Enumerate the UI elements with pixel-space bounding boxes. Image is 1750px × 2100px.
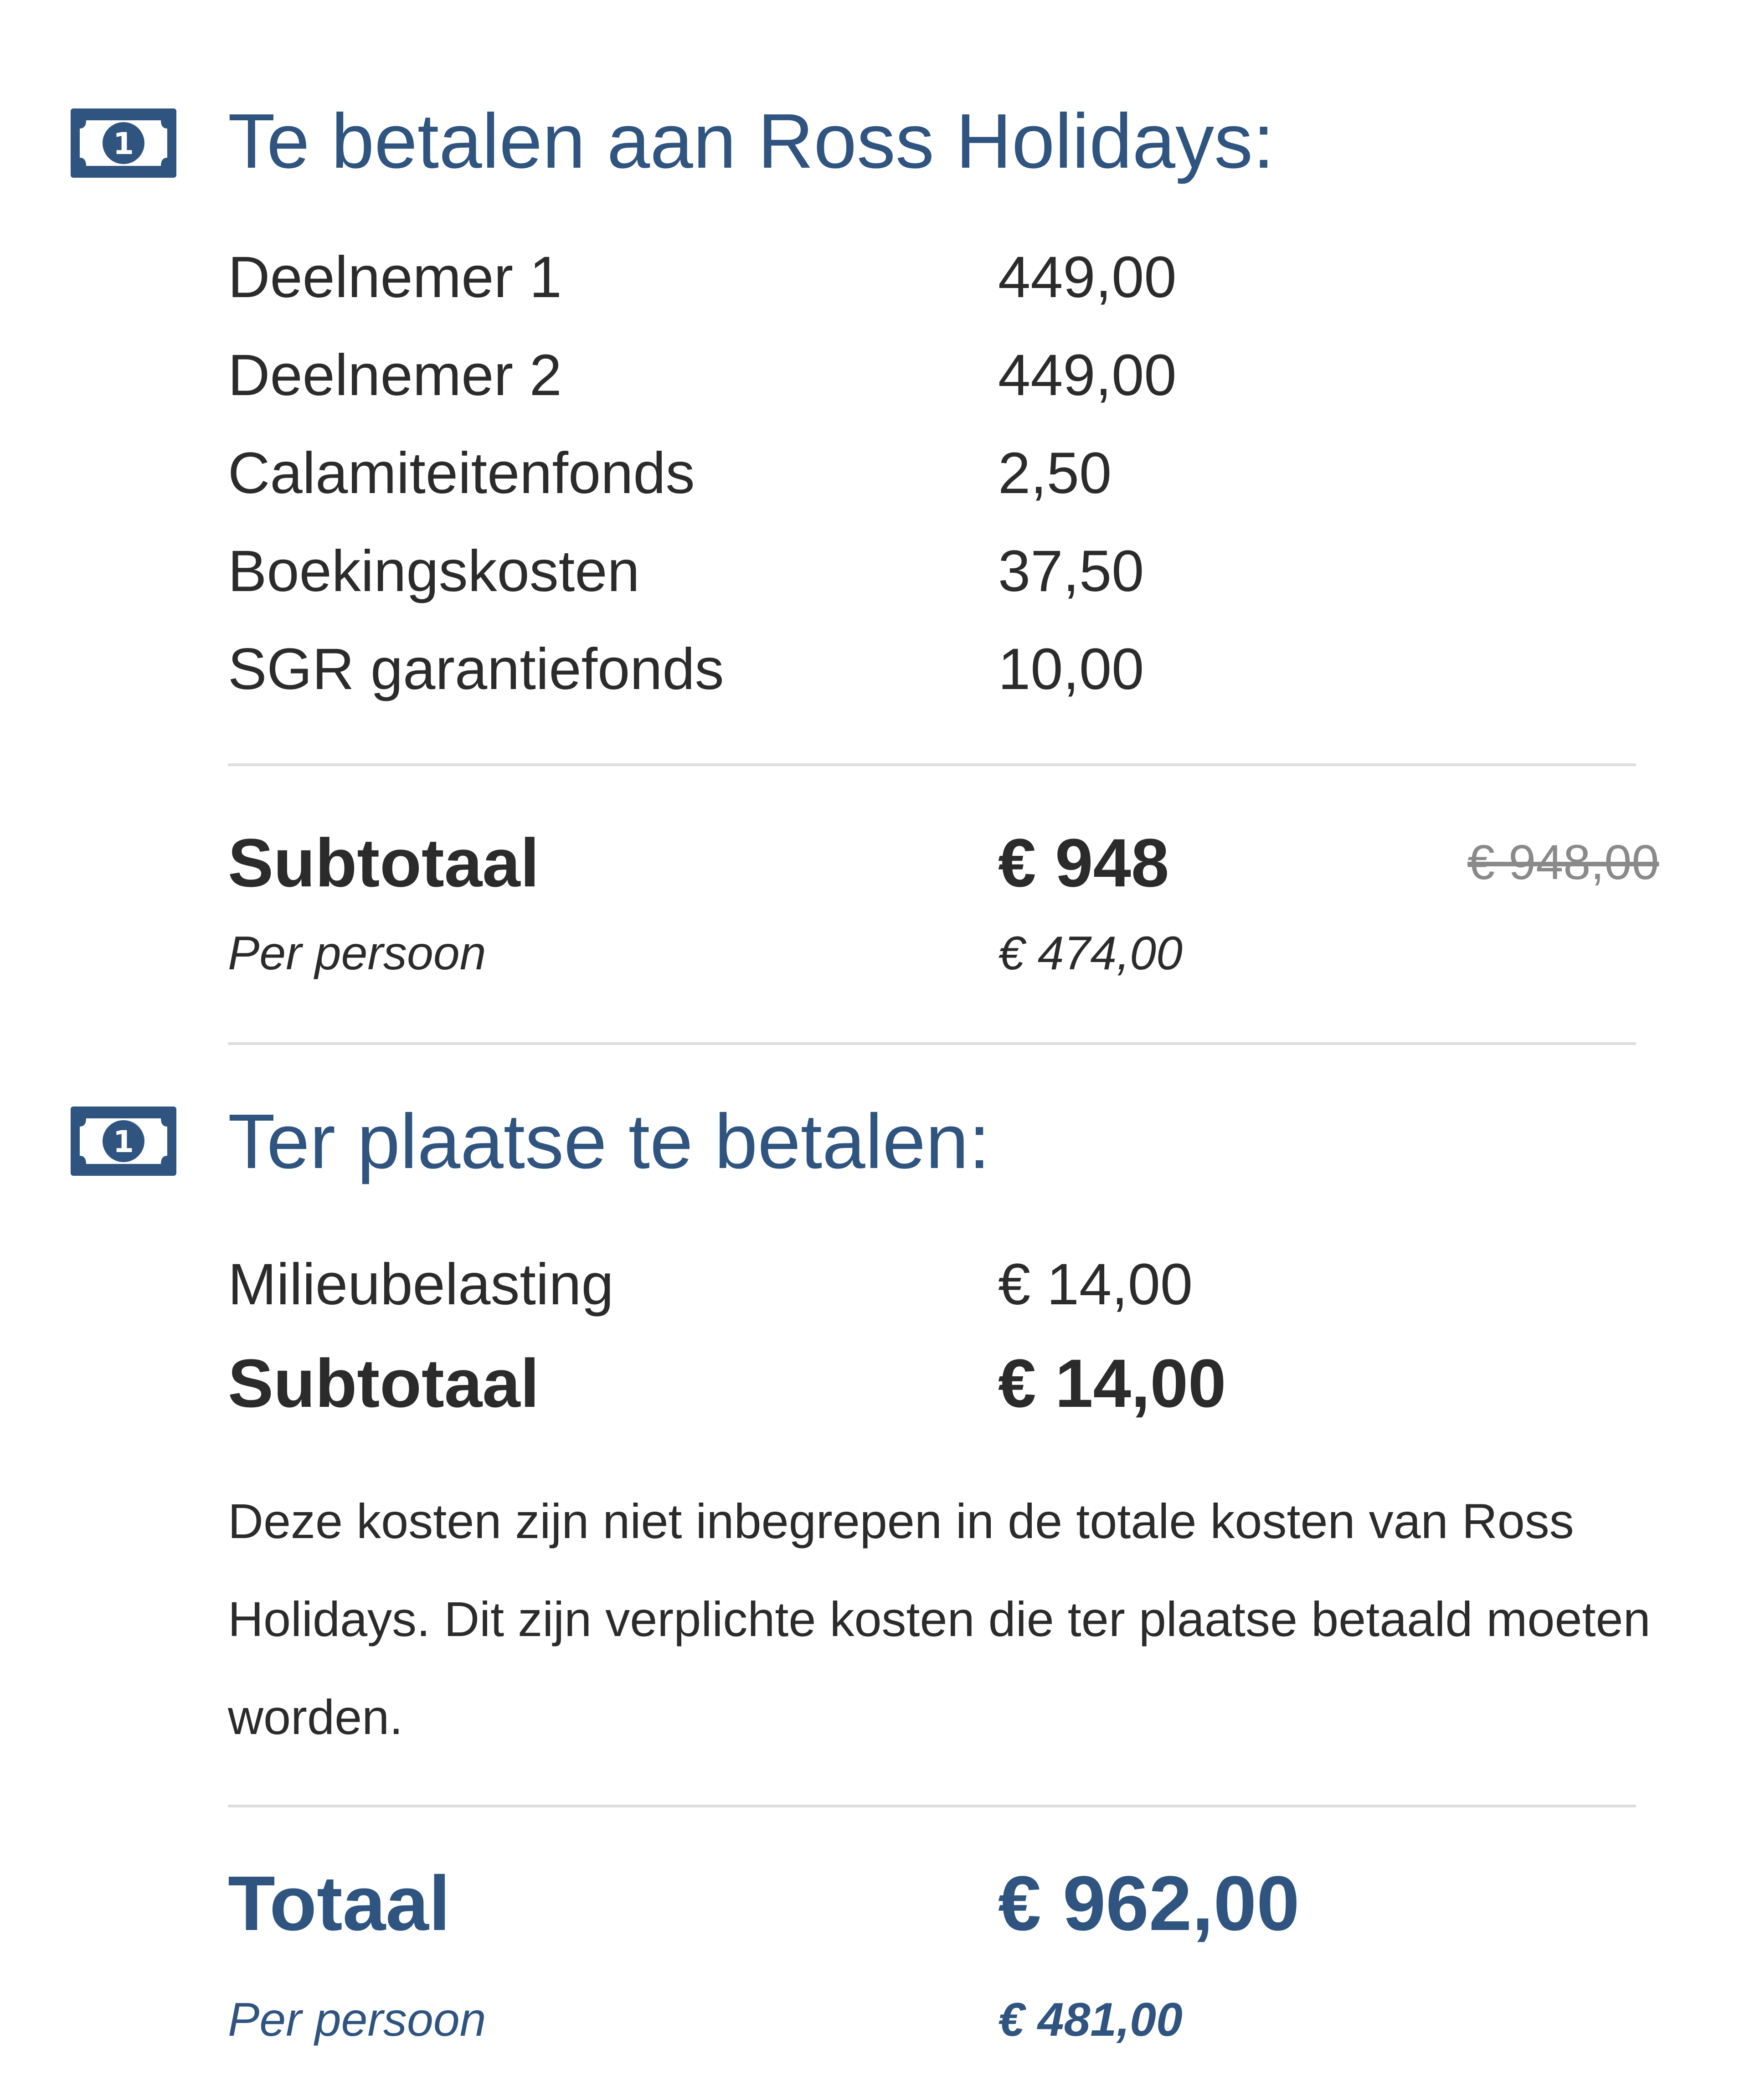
item-label: Deelnemer 2 xyxy=(228,343,562,408)
subtotal-row xyxy=(228,1345,1750,1440)
section-pay-ross-title: Te betalen aan Ross Holidays: xyxy=(228,98,1275,185)
item-label: SGR garantiefonds xyxy=(228,637,724,702)
list-item xyxy=(228,343,1750,438)
total-per-person-row xyxy=(228,1993,1750,2087)
item-value: 37,50 xyxy=(998,539,1144,604)
section-pay-onsite-title: Ter plaatse te betalen: xyxy=(228,1098,990,1185)
item-value: 10,00 xyxy=(998,637,1144,702)
subtotal-value: € 948 xyxy=(998,824,1169,901)
total-label: Totaal xyxy=(228,1860,451,1947)
money-bill-icon xyxy=(71,108,176,178)
onsite-costs-note: Deze kosten zijn niet inbegrepen in de totale kosten van Ross Holidays. Dit zijn verplichte kosten die ter plaatse betaald moeten worden. xyxy=(228,1493,1651,1745)
svg-text:1: 1 xyxy=(113,1124,134,1159)
item-label: Calamiteitenfonds xyxy=(228,441,695,506)
money-bill-icon xyxy=(71,1107,176,1176)
divider xyxy=(228,763,1636,766)
item-label: Deelnemer 1 xyxy=(228,245,562,310)
per-person-label: Per persoon xyxy=(228,927,486,980)
subtotal-label: Subtotaal xyxy=(228,1345,540,1421)
item-value: € 14,00 xyxy=(998,1252,1193,1317)
item-label: Milieubelasting xyxy=(228,1252,614,1317)
total-per-person-value: € 481,00 xyxy=(998,1993,1183,2046)
list-item xyxy=(228,637,1750,731)
per-person-value: € 474,00 xyxy=(998,927,1183,980)
section-pay-ross-header xyxy=(71,108,176,178)
list-item xyxy=(228,441,1750,535)
item-value: 2,50 xyxy=(998,441,1112,506)
item-label: Boekingskosten xyxy=(228,539,640,604)
list-item xyxy=(228,245,1750,340)
subtotal-row xyxy=(228,824,1750,920)
divider xyxy=(228,1042,1636,1045)
total-per-person-label: Per persoon xyxy=(228,1993,486,2046)
subtotal-label: Subtotaal xyxy=(228,824,540,901)
svg-text:1: 1 xyxy=(113,126,134,161)
section-pay-onsite-header xyxy=(71,1107,176,1176)
total-value: € 962,00 xyxy=(998,1860,1300,1947)
item-value: 449,00 xyxy=(998,245,1177,310)
list-item xyxy=(228,1252,1750,1347)
total-row xyxy=(228,1860,1750,1956)
list-item xyxy=(228,539,1750,633)
original-price: € 948,00 xyxy=(1467,834,1659,890)
divider xyxy=(228,1805,1636,1807)
item-value: 449,00 xyxy=(998,343,1177,408)
per-person-row xyxy=(228,927,1750,1021)
subtotal-value: € 14,00 xyxy=(998,1345,1226,1421)
